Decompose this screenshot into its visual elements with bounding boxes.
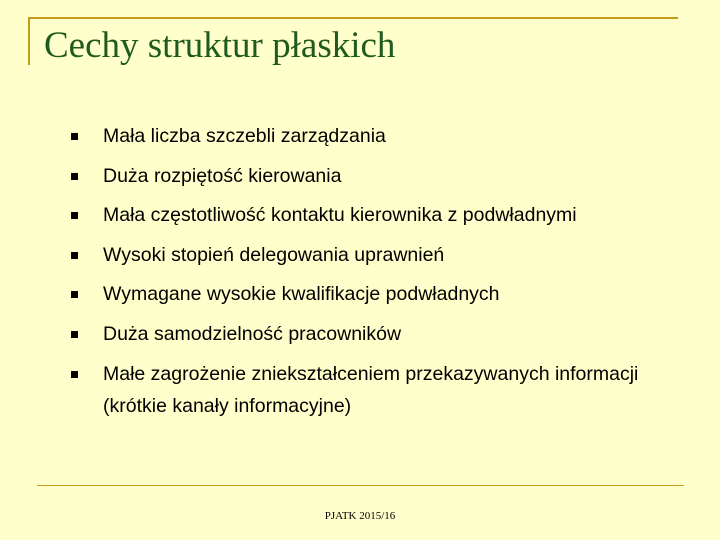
bullet-item	[71, 120, 691, 152]
square-bullet-icon	[71, 252, 78, 259]
bullet-text: Wysoki stopień delegowania uprawnień	[103, 243, 445, 266]
square-bullet-icon	[71, 173, 78, 180]
bullet-item	[71, 239, 691, 271]
square-bullet-icon	[71, 291, 78, 298]
bullet-text: Małe zagrożenie zniekształceniem przekazywanych informacji (krótkie kanały informacyjne)	[103, 362, 639, 417]
bullet-text: Duża rozpiętość kierowania	[103, 164, 342, 187]
bullet-item	[71, 199, 691, 231]
bullet-text: Mała liczba szczebli zarządzania	[103, 125, 386, 147]
bullet-item	[71, 318, 691, 350]
bullet-text: Wymagane wysokie kwalifikacje podwładnych	[103, 283, 500, 306]
square-bullet-icon	[71, 371, 78, 378]
bullet-text: Mała częstotliwość kontaktu kierownika z podwładnymi	[103, 204, 577, 227]
bullet-item	[71, 160, 691, 192]
bullet-list	[71, 120, 691, 429]
slide-footer: PJATK 2015/16	[324, 510, 396, 522]
square-bullet-icon	[71, 212, 78, 219]
title-top-rule	[28, 17, 678, 19]
title-left-rule	[28, 17, 30, 65]
footer-rule	[37, 485, 684, 486]
bullet-text: Duża samodzielność pracowników	[103, 322, 402, 345]
square-bullet-icon	[71, 331, 78, 338]
slide-title: Cechy struktur płaskich	[44, 25, 396, 66]
bullet-item	[71, 278, 691, 310]
bullet-item	[71, 358, 691, 422]
square-bullet-icon	[71, 133, 78, 140]
